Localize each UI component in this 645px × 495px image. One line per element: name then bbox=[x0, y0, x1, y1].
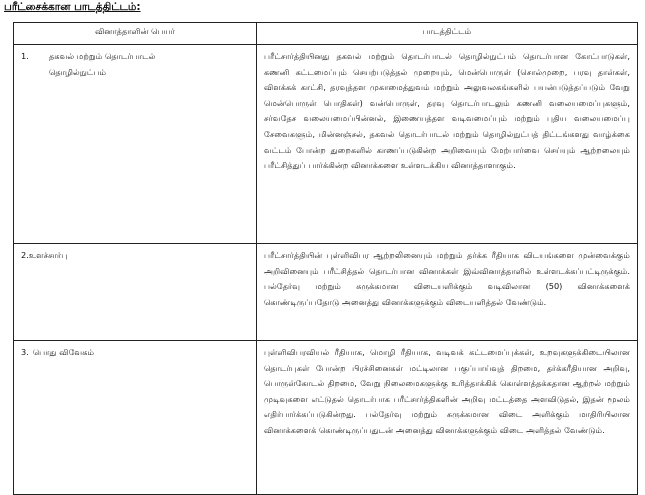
header-syllabus: பாடத்திட்டம் bbox=[257, 23, 638, 45]
row-number: 2. bbox=[21, 250, 29, 260]
paper-name: தகவல் மற்றும் தொடர்பாடல் தொழில்நுட்பம் bbox=[49, 51, 156, 77]
table-row bbox=[14, 244, 638, 341]
syllabus-description: புள்ளிவிபரவியல் ரீதியாக, மொழி ரீதியாக, வடிவக் கட்டமைப்புக்கள், உறவுகளுக்கிடையிலான தொடர்புகள் போன்ற பிரச்சினைகள் மட்டிலான பகுப்பாய்வுத் திறமை, தர்க்கரீதியான அறிவு, பொருள்கோடல் திறமை, வேறு நிலைமைகளுக்கு உரித்தாக்கிக் கொள்ளத்தக்கதான ஆற்றல் மற்றும் முடிவுகளை எட்டுதல் தொடர்பாக பரீட்சார்த்திகளின் அறிவு மட்டத்தை அளவிடுதல், இதன் மூலம் எதிர்பார்க்கப்படுகின்றது. பல்தேர்வு மற்றும் சுருக்கமான விடை அளிக்கும் மாதிரியிலான வினாக்களைக் கொண்டிருப்பதுடன் அனைத்து வினாக்களுக்கும் விடை அளித்தல் வேண்டும். bbox=[257, 341, 638, 495]
syllabus-table bbox=[13, 22, 638, 495]
table-row bbox=[14, 341, 638, 495]
paper-name-cell bbox=[14, 244, 257, 341]
paper-name: பொது விவேகம் bbox=[32, 347, 95, 357]
row-number: 3. bbox=[21, 347, 29, 357]
table-row bbox=[14, 45, 638, 244]
row-number: 1. bbox=[21, 51, 29, 61]
page-title: பரீட்சைக்கான பாடத்திட்டம்: bbox=[4, 1, 141, 13]
paper-name-cell bbox=[14, 45, 257, 244]
paper-name-cell bbox=[14, 341, 257, 495]
table-header-row bbox=[14, 23, 638, 45]
syllabus-description: பரீட்சார்த்தியினது தகவல் மற்றும் தொடர்பாடல் தொழில்நுட்பம் தொடர்பான கோட்பாடுகள், கணனி கட்டமைப்பும் செயற்படுத்தல் முறையும், மென்பொருள் (சொல்முறை, பரவு தாள்கள், விளக்கக் காட்சி, தரவுத்தள முகாமைத்துவம் மற்றும் அலுவலகங்களில் பயன்படுத்தப்படும் வேறு மென்பொருள் பொதிகள்) வன்பொருள், தரவு தொடர்பாடலும் கணனி வலையமைப்புகளும், சர்வதேச வலையமைப்பின்னல், இணையத்தள வடிவமைப்பும் மற்றும் புதிய வலையமைப்பு சேவைகளும், மின்னஞ்சல், தகவல் தொடர்பாடல் மற்றும் தொழில்நுட்பத் திட்டங்களது வாழ்க்கை வட்டம் போன்ற துறைகளில் காணப்படுகின்ற அறிவையும் மேற்பார்வை செய்யும் ஆற்றலையும் பரீட்சித்துப் பார்க்கின்ற வினாக்களை உள்ளடக்கிய வினாத்தாளாகும். bbox=[257, 45, 638, 244]
syllabus-description: பரீட்சார்த்தியின் புள்ளிவிபர ஆற்றலினையும் மற்றும் தர்க்க ரீதியாக விடயங்களை முன்வைக்கும் அறிவினையும் பரீட்சித்தல் தொடர்பான வினாக்கள் இவ்வினாத்தாளில் உள்ளடக்கப்பட்டிருக்கும். பல்தேர்வு மற்றும் சுருக்கமான விடையளிக்கும் வடிவிலான (50) வினாக்களைக் கொண்டிருப்பதோடு அனைத்து வினாக்களுக்கும் விடையளித்தல் வேண்டும். bbox=[257, 244, 638, 341]
paper-name: உளச்சார்பு bbox=[28, 250, 68, 260]
header-paper-name: வினாத்தாளின் பெயர் bbox=[14, 23, 257, 45]
